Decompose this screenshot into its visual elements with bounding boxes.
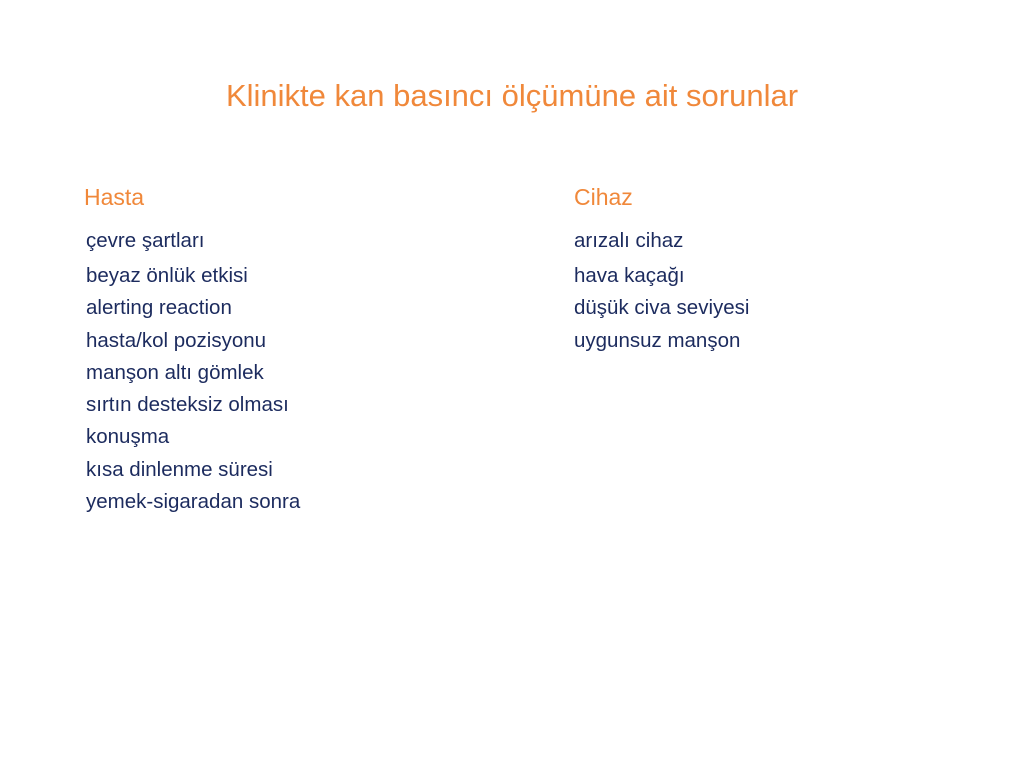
list-item: hava kaçağı xyxy=(574,264,685,287)
column-heading-patient: Hasta xyxy=(84,184,145,210)
list-item: konuşma xyxy=(86,425,170,449)
list-item: beyaz önlük etkisi xyxy=(86,264,248,287)
patient-issues-list xyxy=(86,225,300,518)
list-item: manşon altı gömlek xyxy=(86,360,264,384)
slide-title: Klinikte kan basıncı ölçümüne ait sorunlar xyxy=(225,78,799,113)
column-heading-device: Cihaz xyxy=(574,184,633,210)
list-item: alerting reaction xyxy=(86,296,232,320)
list-item: yemek-sigaradan sonra xyxy=(86,490,301,514)
device-issues-list xyxy=(574,225,749,357)
list-item: sırtın desteksiz olması xyxy=(86,393,289,417)
list-item: arızalı cihaz xyxy=(574,229,684,252)
list-item: kısa dinlenme süresi xyxy=(86,457,273,481)
list-item: hasta/kol pozisyonu xyxy=(86,328,267,352)
list-item: düşük civa seviyesi xyxy=(574,296,750,320)
list-item: uygunsuz manşon xyxy=(574,328,741,352)
list-item: çevre şartları xyxy=(86,229,205,252)
